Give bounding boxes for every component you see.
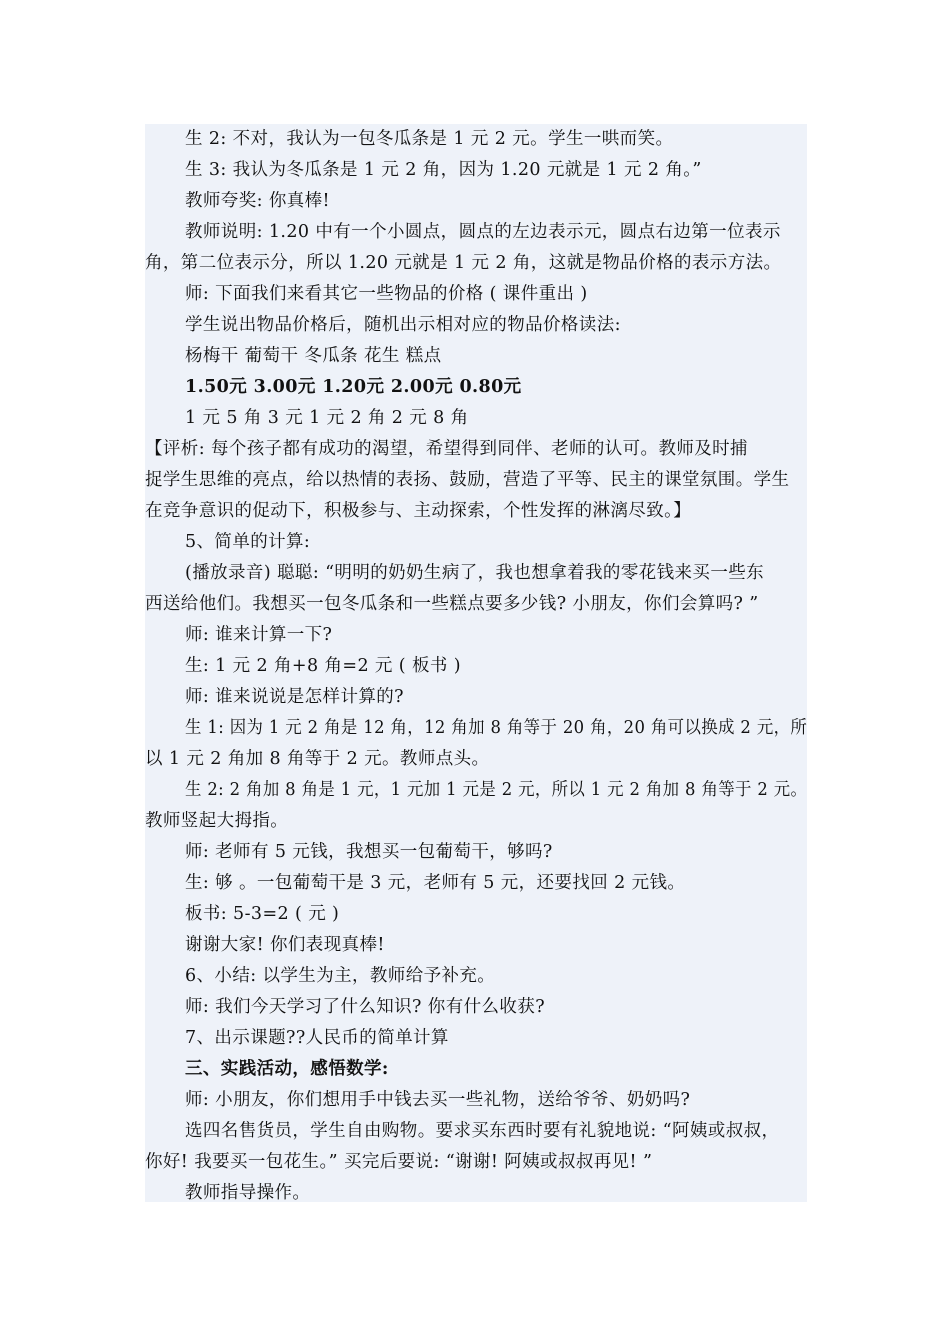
product-prices-line: 1.50元 3.00元 1.20元 2.00元 0.80元 (185, 377, 522, 397)
price-readings-line: 1 元 5 角 3 元 1 元 2 角 2 元 8 角 (185, 408, 469, 428)
text-line: 师: 老师有 5 元钱，我想买一包葡萄干，够吗? (185, 842, 553, 862)
text-line: 教师竖起大拇指。 (145, 811, 289, 831)
text-line: 谢谢大家! 你们表现真棒! (185, 935, 385, 955)
text-line: 生: 够 。一包葡萄干是 3 元，老师有 5 元，还要找回 2 元钱。 (185, 873, 686, 893)
text-line: 师: 小朋友，你们想用手中钱去买一些礼物，送给爷爷、奶奶吗? (185, 1090, 691, 1110)
text-line: (播放录音) 聪聪: “明明的奶奶生病了，我也想拿着我的零花钱来买一些东 (185, 563, 765, 583)
text-line: 师: 谁来计算一下? (185, 625, 333, 645)
text-line: 西送给他们。我想买一包冬瓜条和一些糕点要多少钱? 小朋友，你们会算吗? ” (145, 594, 759, 614)
comment-line: 在竞争意识的促动下，积极参与、主动探索，个性发挥的淋漓尽致。】 (145, 501, 692, 521)
text-line: 以 1 元 2 角加 8 角等于 2 元。教师点头。 (145, 749, 490, 769)
section-heading: 6、小结: 以学生为主，教师给予补充。 (185, 966, 496, 986)
text-line: 生 2: 不对，我认为一包冬瓜条是 1 元 2 元。学生一哄而笑。 (185, 129, 674, 149)
text-line: 生: 1 元 2 角+8 角=2 元 ( 板书 ) (185, 656, 461, 676)
text-line: 教师指导操作。 (185, 1183, 311, 1203)
text-line: 生 3: 我认为冬瓜条是 1 元 2 角，因为 1.20 元就是 1 元 2 角。” (185, 160, 702, 180)
comment-line: 【评析: 每个孩子都有成功的渴望，希望得到同伴、老师的认可。教师及时捕 (145, 439, 748, 459)
text-line: 板书: 5-3=2 ( 元 ) (185, 904, 340, 924)
document-text-block (145, 124, 807, 1202)
text-line: 师: 下面我们来看其它一些物品的价格 ( 课件重出 ) (185, 284, 588, 304)
section-heading: 7、出示课题??人民币的简单计算 (185, 1028, 449, 1048)
product-names-line: 杨梅干 葡萄干 冬瓜条 花生 糕点 (185, 346, 442, 366)
text-line: 你好! 我要买一包花生。” 买完后要说: “谢谢! 阿姨或叔叔再见! ” (145, 1152, 653, 1172)
text-line: 师: 谁来说说是怎样计算的? (185, 687, 404, 707)
section-heading: 5、简单的计算: (185, 532, 311, 552)
comment-line: 捉学生思维的亮点，给以热情的表扬、鼓励，营造了平等、民主的课堂氛围。学生 (145, 470, 790, 490)
text-line: 教师夸奖: 你真棒! (185, 191, 330, 211)
text-line: 选四名售货员，学生自由购物。要求买东西时要有礼貌地说: “阿姨或叔叔， (185, 1121, 780, 1141)
section-heading-bold: 三、实践活动，感悟数学: (185, 1059, 389, 1079)
text-line: 角，第二位表示分，所以 1.20 元就是 1 元 2 角，这就是物品价格的表示方法。 (145, 253, 782, 273)
text-line: 学生说出物品价格后，随机出示相对应的物品价格读法: (185, 315, 621, 335)
text-line: 教师说明: 1.20 中有一个小圆点，圆点的左边表示元，圆点右边第一位表示 (185, 222, 781, 242)
text-line: 师: 我们今天学习了什么知识? 你有什么收获? (185, 997, 545, 1017)
text-line: 生 2: 2 角加 8 角是 1 元，1 元加 1 元是 2 元，所以 1 元 2 角加 8 角等于 2 元。 (185, 780, 808, 800)
text-line: 生 1: 因为 1 元 2 角是 12 角，12 角加 8 角等于 20 角，20 角可以换成 2 元，所 (185, 718, 808, 738)
